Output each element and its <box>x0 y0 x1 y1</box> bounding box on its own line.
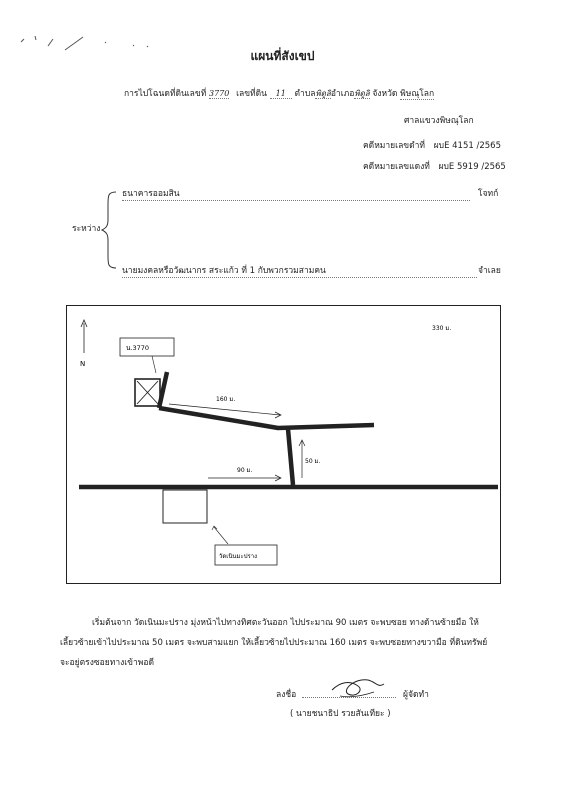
plaintiff-line <box>122 186 477 201</box>
province-value: พิษณุโลก <box>400 89 435 99</box>
subdistrict-label: ตำบล <box>294 89 316 99</box>
sign-label: ลงชื่อ <box>276 690 297 700</box>
page-title: แผนที่สังเขป <box>250 49 315 63</box>
black-case-value: ผบE 4151 /2565 <box>433 141 501 151</box>
parcel-label: น.3770 <box>126 344 150 352</box>
signature-line <box>302 697 396 698</box>
description-line-1: เริ่มต้นจาก วัดเนินมะปราง มุ่งหน้าไปทางทิศตะวันออก ไปประมาณ 90 เมตร จะพบซอย ทางด้านซ้ายมือ ให้ <box>92 618 479 628</box>
subdistrict-value: พิดูลิ <box>315 89 331 98</box>
province-label: จังหวัด <box>372 89 398 99</box>
header-line <box>124 86 434 100</box>
red-case-label: คดีหมายเลขแดงที่ <box>363 162 430 172</box>
distance-160m: 160 ม. <box>216 396 236 403</box>
land-label: เลขที่ดิน <box>236 89 267 99</box>
district-label: อำเภอ <box>330 89 355 99</box>
description-line-2: เลี้ยวซ้ายเข้าไปประมาณ 50 เมตร จะพบสามแยก ให้เลี้ยวซ้ายไปประมาณ 160 เมตร จะพบซอยทางขวามือ ที่ดินทรัพย์ <box>60 638 488 648</box>
temple-plot <box>163 490 207 523</box>
road-50m <box>288 429 293 485</box>
sketch-map <box>66 305 502 585</box>
signer-name: ( นายชนาธิป รวยสันเทียะ ) <box>290 709 391 719</box>
red-case-number <box>363 159 506 173</box>
north-label: N <box>80 360 86 368</box>
land-number: 11 <box>270 89 292 99</box>
between-label: ระหว่าง <box>72 224 101 234</box>
defendant-line <box>122 263 477 278</box>
court-name: ศาลแขวงพิษณุโลก <box>404 116 474 126</box>
black-case-label: คดีหมายเลขดำที่ <box>363 141 425 151</box>
defendant-role: จำเลย <box>478 266 501 276</box>
temple-label: วัดเนินมะปราง <box>219 553 258 560</box>
black-case-number <box>363 138 501 152</box>
road-160m <box>159 408 374 428</box>
deed-label: การไปโฉนดที่ดินเลขที่ <box>124 89 207 99</box>
party-brace <box>100 190 120 272</box>
defendant-name: นายมงคลหรือวัฒนากร สระแก้ว ที่ 1 กับพวกรวมสามคน <box>122 263 477 278</box>
signature-role: ผู้จัดทำ <box>403 690 429 700</box>
plaintiff-name: ธนาคารออมสิน <box>122 186 470 201</box>
district-value: พิดูลิ <box>354 89 370 98</box>
map-scale: 330 ม. <box>432 325 452 332</box>
distance-90m: 90 ม. <box>237 467 253 474</box>
plaintiff-role: โจทก์ <box>478 189 499 199</box>
deed-number: 3770 <box>209 89 230 98</box>
distance-50m: 50 ม. <box>305 458 321 465</box>
red-case-value: ผบE 5919 /2565 <box>438 162 506 172</box>
description-line-3: จะอยู่ตรงซอยทางเข้าพอดี <box>60 658 154 668</box>
